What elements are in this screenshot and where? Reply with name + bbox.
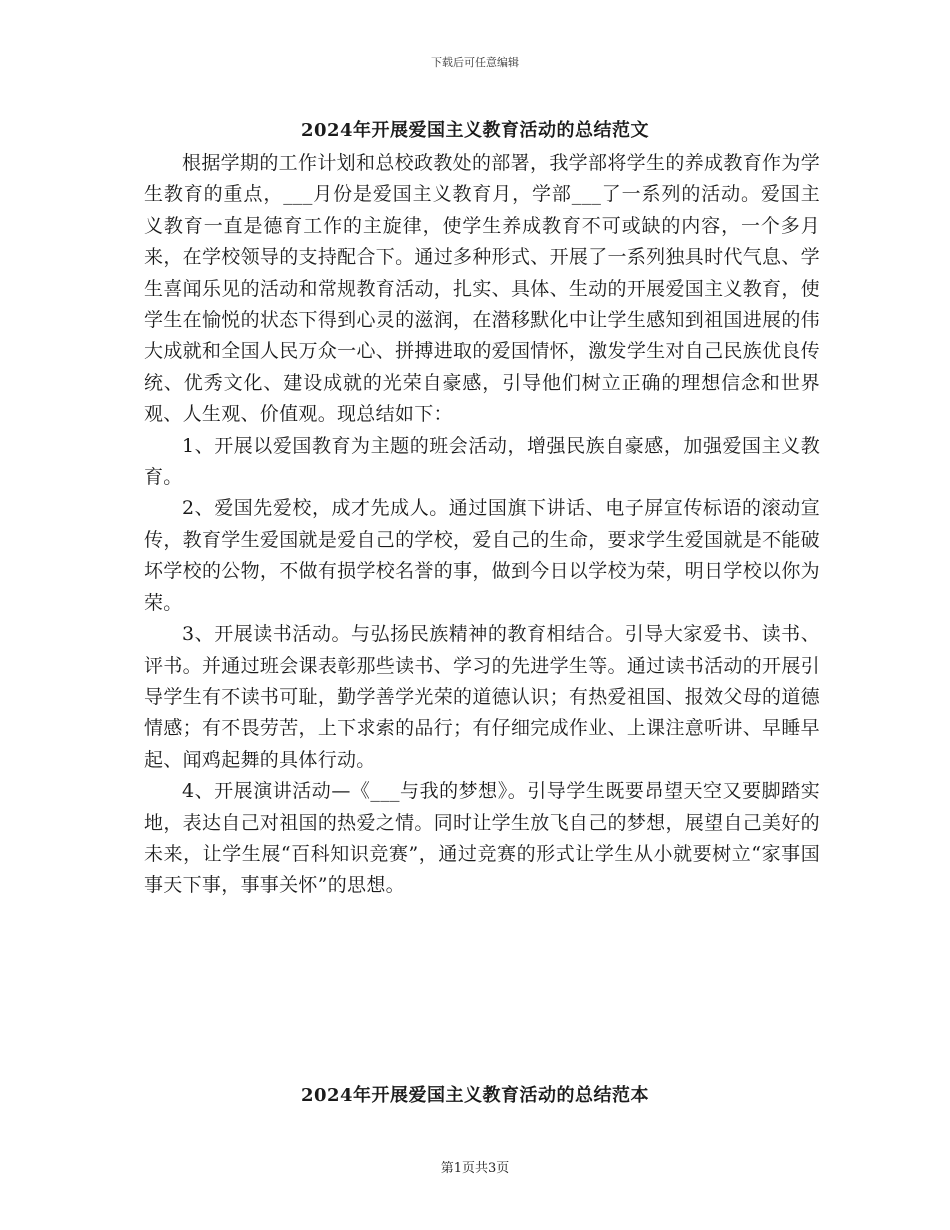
paragraph-item-3: 3、开展读书活动。与弘扬民族精神的教育相结合。引导大家爱书、读书、评书。并通过班会课表彰那些读书、学习的先进学生等。通过读书活动的开展引导学生有不读书可耻，勤学善学光荣的道德认识；有热爱祖国、报效父母的道德情感；有不畏劳苦，上下求索的品行；有仔细完成作业、上课注意听讲、早睡早起、闻鸡起舞的具体行动。	[144, 623, 820, 771]
page-number: 第1页共3页	[440, 1161, 510, 1176]
next-section-title: 2024年开展爱国主义教育活动的总结范本	[300, 1085, 650, 1106]
document-title: 2024年开展爱国主义教育活动的总结范文	[300, 120, 650, 141]
paragraph-intro: 根据学期的工作计划和总校政教处的部署，我学部将学生的养成教育作为学生教育的重点，___月份是爱国主义教育月，学部___了一系列的活动。爱国主义教育一直是德育工作的主旋律，使学生养成教育不可或缺的内容，一个多月来，在学校领导的支持配合下。通过多种形式、开展了一系列独具时代气息、学生喜闻乐见的活动和常规教育活动，扎实、具体、生动的开展爱国主义教育，使学生在愉悦的状态下得到心灵的滋润，在潜移默化中让学生感知到祖国进展的伟大成就和全国人民万众一心、拼搏进取的爱国情怀，激发学生对自己民族优良传统、优秀文化、建设成就的光荣自豪感，引导他们树立正确的理想信念和世界观、人生观、价值观。现总结如下：	[144, 152, 820, 426]
paragraph-item-4: 4、开展演讲活动—《___与我的梦想》。引导学生既要昂望天空又要脚踏实地，表达自己对祖国的热爱之情。同时让学生放飞自己的梦想，展望自己美好的未来，让学生展“百科知识竞赛”，通过竞赛的形式让学生从小就要树立“家事国事天下事，事事关怀”的思想。	[144, 780, 820, 897]
header-note: 下载后可任意编辑	[431, 56, 519, 69]
paragraph-item-2: 2、爱国先爱校，成才先成人。通过国旗下讲话、电子屏宣传标语的滚动宣传，教育学生爱国就是爱自己的学校，爱自己的生命，要求学生爱国就是不能破坏学校的公物，不做有损学校名誉的事，做到今日以学校为荣，明日学校以你为荣。	[144, 497, 820, 614]
document-body	[144, 148, 820, 902]
paragraph-item-1: 1、开展以爱国教育为主题的班会活动，增强民族自豪感，加强爱国主义教育。	[144, 434, 820, 489]
